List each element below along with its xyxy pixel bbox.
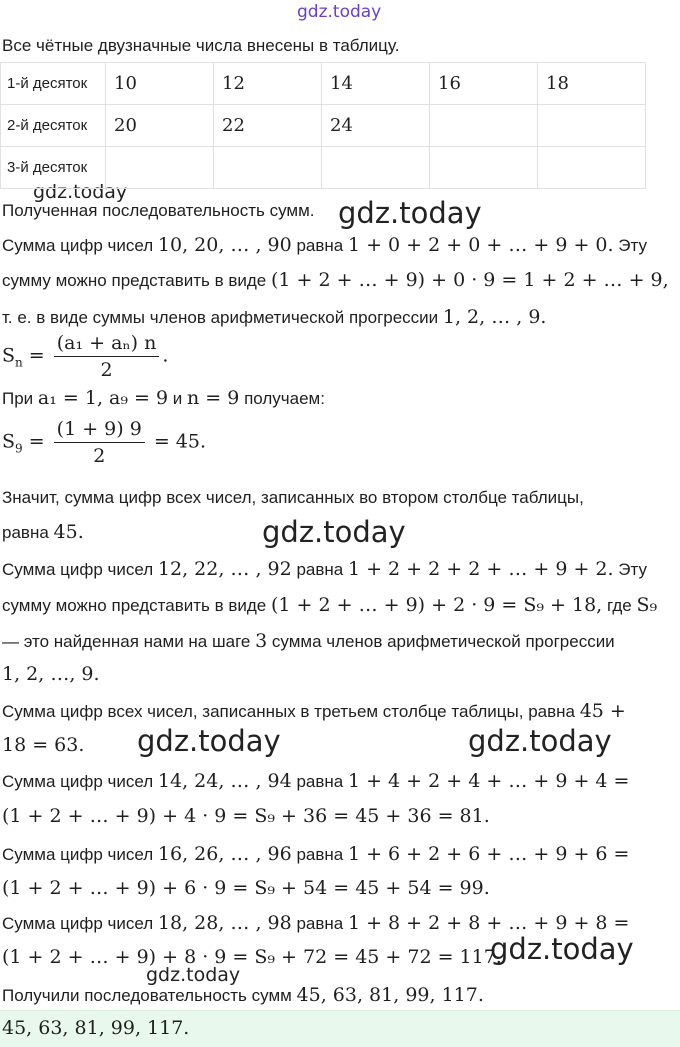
text-line — [2, 770, 629, 792]
text: равна — [291, 772, 348, 791]
text-line — [2, 558, 647, 580]
table-cell — [214, 147, 322, 189]
row-header: 1-й десяток — [1, 63, 106, 105]
text: Эту — [613, 560, 647, 579]
text-line — [2, 306, 546, 328]
text: сумму можно представить в виде — [2, 596, 271, 615]
table-cell: 20 — [106, 105, 214, 147]
math: 10, 20, … , 90 — [157, 234, 292, 256]
table-cell — [538, 147, 646, 189]
text-line — [2, 700, 626, 722]
fraction — [54, 418, 145, 467]
math: (1 + 2 + … + 9) + 2 · 9 = S₉ + 18, — [270, 594, 603, 616]
watermark: gdz.today — [146, 964, 241, 986]
math: = 45. — [147, 430, 207, 453]
text: т. е. в виде суммы членов арифметической прогрессии — [2, 308, 443, 327]
text: равна — [291, 236, 348, 255]
text: Сумма цифр чисел — [2, 560, 158, 579]
intro-text: Все чётные двузначные числа внесены в таблицу. — [2, 36, 400, 55]
table-row — [1, 63, 646, 105]
math: = — [22, 430, 51, 453]
math: 1 + 0 + 2 + 0 + … + 9 + 0. — [347, 234, 614, 256]
text: сумма членов арифметической прогрессии — [267, 632, 615, 651]
math: n = 9 — [187, 387, 240, 409]
watermark: gdz.today — [490, 932, 634, 966]
text: равна — [291, 560, 348, 579]
table-cell: 24 — [322, 105, 430, 147]
watermark: gdz.today — [262, 515, 406, 549]
watermark: gdz.today — [338, 196, 482, 230]
numbers-table — [0, 62, 646, 189]
watermark: gdz.today — [468, 724, 612, 758]
text-line — [2, 269, 669, 291]
text: сумму можно представить в виде — [2, 271, 271, 290]
math: 14, 24, … , 94 — [157, 770, 292, 792]
text: Сумма цифр чисел — [2, 914, 158, 933]
text-line — [2, 630, 615, 652]
formula-sn — [2, 332, 168, 381]
math: S — [2, 344, 16, 367]
text: Получили последовательность сумм — [2, 986, 297, 1005]
denominator: 2 — [93, 445, 106, 467]
text-line — [2, 387, 325, 409]
watermark-top: gdz.today — [297, 2, 382, 22]
text: Сумма цифр чисел — [2, 845, 158, 864]
text-line — [2, 521, 84, 543]
text-line — [2, 843, 629, 865]
table-cell: 10 — [106, 63, 214, 105]
fraction — [54, 332, 160, 381]
math-line: (1 + 2 + … + 9) + 8 · 9 = S₉ + 72 = 45 + 72 = 117. — [2, 946, 502, 968]
text: Сумма цифр чисел — [2, 772, 158, 791]
math: n — [15, 355, 23, 370]
text: где — [602, 596, 637, 615]
math-line: (1 + 2 + … + 9) + 4 · 9 = S₉ + 36 = 45 + 36 = 81. — [2, 805, 490, 827]
math: 12, 22, … , 92 — [157, 558, 292, 580]
table-cell: 18 — [538, 63, 646, 105]
table-cell — [538, 105, 646, 147]
formula-s9 — [2, 418, 206, 467]
text: Сумма цифр чисел — [2, 236, 158, 255]
answer-text: 45, 63, 81, 99, 117. — [2, 1017, 190, 1039]
text-line: Значит, сумма цифр всех чисел, записанных во втором столбце таблицы, — [2, 488, 584, 507]
text-line — [2, 594, 657, 616]
table-cell — [106, 147, 214, 189]
math: 16, 26, … , 96 — [157, 843, 292, 865]
row-header: 3-й десяток — [1, 147, 106, 189]
text-line: Полученная последовательность сумм. — [2, 201, 315, 220]
text-line — [2, 912, 629, 934]
math: (1 + 2 + … + 9) + 0 · 9 = 1 + 2 + … + 9, — [270, 269, 669, 291]
denominator: 2 — [100, 359, 113, 381]
text: равна — [291, 914, 348, 933]
table-row — [1, 147, 646, 189]
text: Эту — [613, 236, 647, 255]
watermark: gdz.today — [137, 724, 281, 758]
table-cell: 12 — [214, 63, 322, 105]
math: = — [22, 344, 51, 367]
table-cell — [430, 105, 538, 147]
math-line: 18 = 63. — [2, 734, 85, 756]
text: При — [2, 389, 38, 408]
math: 1 + 8 + 2 + 8 + … + 9 + 8 = — [347, 912, 630, 934]
numerator: (1 + 9) 9 — [54, 418, 145, 443]
math: a₁ = 1, a₉ = 9 — [37, 387, 169, 409]
text: Сумма цифр всех чисел, записанных в третьем столбце таблицы, равна — [2, 702, 580, 721]
math: 45, 63, 81, 99, 117. — [296, 984, 484, 1006]
math: 3 — [255, 630, 268, 652]
text: равна — [291, 845, 348, 864]
math: 1 + 6 + 2 + 6 + … + 9 + 6 = — [347, 843, 630, 865]
text: и — [168, 389, 188, 408]
table-cell: 14 — [322, 63, 430, 105]
math: . — [162, 344, 169, 367]
table-cell — [430, 147, 538, 189]
math: S — [2, 430, 16, 453]
table-row — [1, 105, 646, 147]
text-line — [2, 984, 484, 1006]
table-cell — [322, 147, 430, 189]
math: 1 + 4 + 2 + 4 + … + 9 + 4 = — [347, 770, 630, 792]
text: равна — [2, 523, 54, 542]
math: 45. — [53, 521, 84, 543]
math: 9 — [15, 441, 23, 456]
numerator: (a₁ + aₙ) n — [54, 332, 160, 357]
text: — это найденная нами на шаге — [2, 632, 256, 651]
table-cell: 16 — [430, 63, 538, 105]
text-line — [2, 234, 647, 256]
answer-box — [0, 1010, 680, 1047]
math: S₉ — [636, 594, 658, 616]
text: получаем: — [239, 389, 325, 408]
math-line: (1 + 2 + … + 9) + 6 · 9 = S₉ + 54 = 45 + 54 = 99. — [2, 877, 490, 899]
watermark: gdz.today — [33, 181, 128, 203]
math: 1 + 2 + 2 + 2 + … + 9 + 2. — [347, 558, 614, 580]
math-line: 1, 2, …, 9. — [2, 663, 100, 685]
table-cell: 22 — [214, 105, 322, 147]
row-header: 2-й десяток — [1, 105, 106, 147]
math: 45 + — [579, 700, 626, 722]
math: 18, 28, … , 98 — [157, 912, 292, 934]
math: 1, 2, … , 9. — [442, 306, 547, 328]
